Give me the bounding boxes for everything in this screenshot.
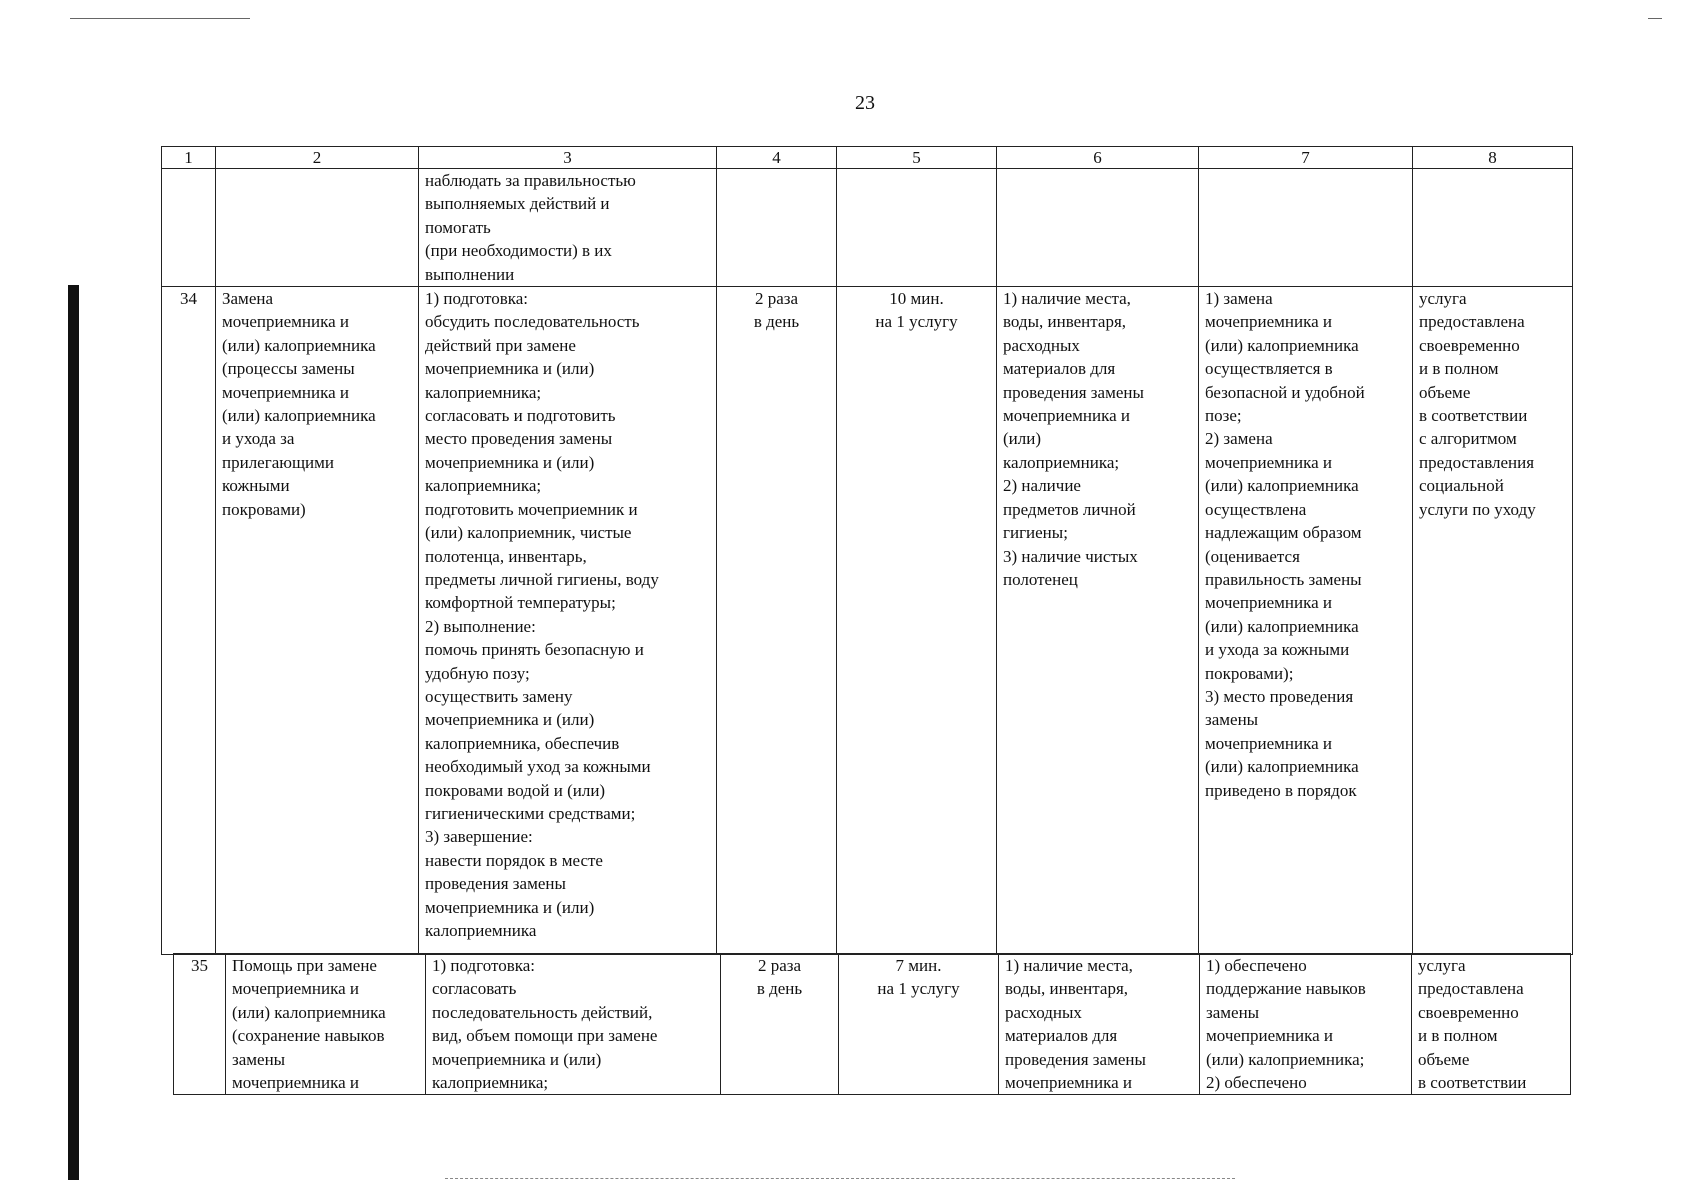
row-number: 34 xyxy=(162,287,216,955)
column-number: 7 xyxy=(1199,147,1413,169)
service-name: Помощь при замене мочеприемника и (или) калоприемника (сохранение навыков замены мочеприемника и xyxy=(226,954,426,1095)
row-number xyxy=(162,169,216,287)
service-conditions xyxy=(997,169,1199,287)
service-conditions: 1) наличие места, воды, инвентаря, расходных материалов для проведения замены мочеприемника и (или) калоприемника; 2) наличие предметов личной гигиены; 3) наличие чистых полотенец xyxy=(997,287,1199,955)
services-table-continuation xyxy=(173,953,1571,1095)
scan-artifact-line xyxy=(1648,18,1662,19)
service-frequency: 2 раза в день xyxy=(721,954,839,1095)
scan-artifact-line xyxy=(70,18,250,19)
column-number: 5 xyxy=(837,147,997,169)
service-result: услуга предоставлена своевременно и в полном объеме в соответствии xyxy=(1412,954,1571,1095)
column-number: 6 xyxy=(997,147,1199,169)
service-description: 1) подготовка: согласовать последовательность действий, вид, объем помощи при замене мочеприемника и (или) калоприемника; xyxy=(426,954,721,1095)
service-description: 1) подготовка: обсудить последовательность действий при замене мочеприемника и (или) калоприемника; согласовать и подготовить место проведения замены мочеприемника и (или) калоприемника; подготовить мочеприемник и (или) калоприемник, чистые полотенца, инвентарь, предметы личной гигиены, воду комфортной температуры; 2) выполнение: помочь принять безопасную и удобную позу; осуществить замену мочеприемника и (или) калоприемника, обеспечив необходимый уход за кожными покровами водой и (или) гигиеническими средствами; 3) завершение: навести порядок в месте проведения замены мочеприемника и (или) калоприемника xyxy=(419,287,717,955)
column-number-row xyxy=(162,147,1573,169)
service-quality: 1) замена мочеприемника и (или) калоприемника осуществляется в безопасной и удобной позе; 2) замена мочеприемника и (или) калоприемника осуществлена надлежащим образом (оценивается правильность замены мочеприемника и (или) калоприемника и ухода за кожными покровами); 3) место проведения замены мочеприемника и (или) калоприемника приведено в порядок xyxy=(1199,287,1413,955)
service-name xyxy=(216,169,419,287)
service-frequency: 2 раза в день xyxy=(717,287,837,955)
table-row xyxy=(162,169,1573,287)
service-frequency xyxy=(717,169,837,287)
table-row xyxy=(162,287,1573,955)
service-time: 10 мин. на 1 услугу xyxy=(837,287,997,955)
service-time: 7 мин. на 1 услугу xyxy=(839,954,999,1095)
column-number: 3 xyxy=(419,147,717,169)
page-number: 23 xyxy=(855,92,875,114)
row-number: 35 xyxy=(174,954,226,1095)
service-result: услуга предоставлена своевременно и в полном объеме в соответствии с алгоритмом предоставления социальной услуги по уходу xyxy=(1413,287,1573,955)
service-quality: 1) обеспечено поддержание навыков замены мочеприемника и (или) калоприемника; 2) обеспечено xyxy=(1200,954,1412,1095)
scan-binding-edge xyxy=(68,285,79,1180)
column-number: 2 xyxy=(216,147,419,169)
table-row xyxy=(174,954,1571,1095)
column-number: 1 xyxy=(162,147,216,169)
services-table xyxy=(161,146,1573,955)
service-description: наблюдать за правильностью выполняемых действий и помогать (при необходимости) в их выполнении xyxy=(419,169,717,287)
service-result xyxy=(1413,169,1573,287)
service-time xyxy=(837,169,997,287)
column-number: 4 xyxy=(717,147,837,169)
scan-artifact-line xyxy=(445,1178,1235,1179)
service-conditions: 1) наличие места, воды, инвентаря, расходных материалов для проведения замены мочеприемника и xyxy=(999,954,1200,1095)
service-name: Замена мочеприемника и (или) калоприемника (процессы замены мочеприемника и (или) калоприемника и ухода за прилегающими кожными покровами) xyxy=(216,287,419,955)
column-number: 8 xyxy=(1413,147,1573,169)
service-quality xyxy=(1199,169,1413,287)
